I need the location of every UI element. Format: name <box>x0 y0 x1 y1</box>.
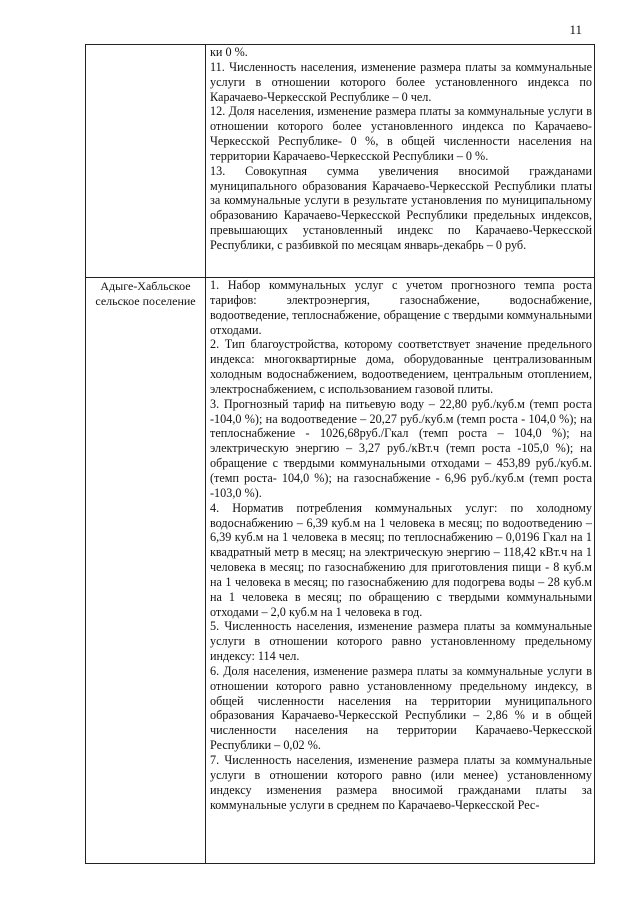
table-row <box>86 278 595 864</box>
indicators-cell <box>206 45 595 278</box>
indicators-cell <box>206 278 595 864</box>
settlement-name-cell <box>86 45 206 278</box>
indicator-paragraph: 12. Доля населения, изменение размера платы за коммунальные услуги в отношении которого более установленного индекса по Карачаево-Черкесской Республике- 0 %, в общей численности населения на территории Карачаево-Черкесской Республики – 0 %. <box>210 104 592 163</box>
indicator-paragraph: 7. Численность населения, изменение размера платы за коммунальные услуги в отношении которого равно (или менее) установленному индексу изменения размера вносимой гражданами платы за коммунальные услуги в среднем по Карачаево-Черкесской Рес- <box>210 753 592 812</box>
indicator-paragraph: 1. Набор коммунальных услуг с учетом прогнозного темпа роста тарифов: электроэнергия, газоснабжение, водоснабжение, водоотведение, теплоснабжение, обращение с твердыми коммунальными отходами. <box>210 278 592 337</box>
indicator-paragraph: 6. Доля населения, изменение размера платы за коммунальные услуги в отношении которого равно установленному предельному индексу, в общей численности населения на территории муниципального образования Карачаево-Черкесской Республики – 2,86 % и в общей численности населения на территории Карачаево-Черкесской Республики – 0,02 %. <box>210 663 592 753</box>
indicator-paragraph: 11. Численность населения, изменение размера платы за коммунальные услуги в отношении которого более установленного индекса по Карачаево-Черкесской Республике – 0 чел. <box>210 59 592 104</box>
indicator-paragraph: ки 0 %. <box>210 45 248 59</box>
indicator-paragraph: 5. Численность населения, изменение размера платы за коммунальные услуги в отношении которого равно установленному предельному индексу: 114 чел. <box>210 619 592 664</box>
indicator-paragraph: 2. Тип благоустройства, которому соответствует значение предельного индекса: многоквартирные дома, оборудованные централизованным холодным водоснабжением, водоотведением, центральным отоплением, электроснабжением, с использованием газовой плиты. <box>210 337 592 396</box>
indicator-paragraph: 13. Совокупная сумма увеличения вносимой гражданами муниципального образования Карачаево-Черкесской Республики платы за коммунальные услуги в результате установления по муниципальному образованию Карачаево-Черкесской Республики предельных индексов, превышающих установленный индекс по Карачаево-Черкесской Республики, с разбивкой по месяцам январь-декабрь – 0 руб. <box>210 163 592 252</box>
indicator-paragraph: 3. Прогнозный тариф на питьевую воду – 22,80 руб./куб.м (темп роста -104,0 %); на водоотведение – 20,27 руб./куб.м (темп роста - 104,0 %); на теплоснабжение - 1026,68руб./Гкал (темп роста – 104,0 %); на электрическую энергию – 3,27 руб./кВт.ч (темп роста -105,0 %); на обращение с твердыми коммунальными отходами – 453,89 руб./куб.м. (темп роста- 104,0 %); на газоснабжение - 6,96 руб./куб.м (темп роста -103,0 %). <box>210 396 592 500</box>
settlement-name-cell: Адыге-Хабльское сельское поселение <box>86 278 206 864</box>
indicator-paragraph: 4. Норматив потребления коммунальных услуг: по холодному водоснабжению – 6,39 куб.м на 1 человека в месяц; по водоотведению – 6,39 куб.м на 1 человека в месяц; по теплоснабжению – 0,0196 Гкал на 1 квадратный метр в месяц; на электрическую энергию – 118,42 кВт.ч на 1 человека в месяц; по газоснабжению для приготовления пищи - 8 куб.м на 1 человека в месяц; по газоснабжению для подогрева воды – 28 куб.м на 1 человека в месяц; по обращению с твердыми коммунальными отходами – 2,0 куб.м на 1 человека в год. <box>210 500 592 619</box>
page-number: 11 <box>569 22 582 37</box>
table-row <box>86 45 595 278</box>
settlement-tariff-table <box>85 44 595 864</box>
